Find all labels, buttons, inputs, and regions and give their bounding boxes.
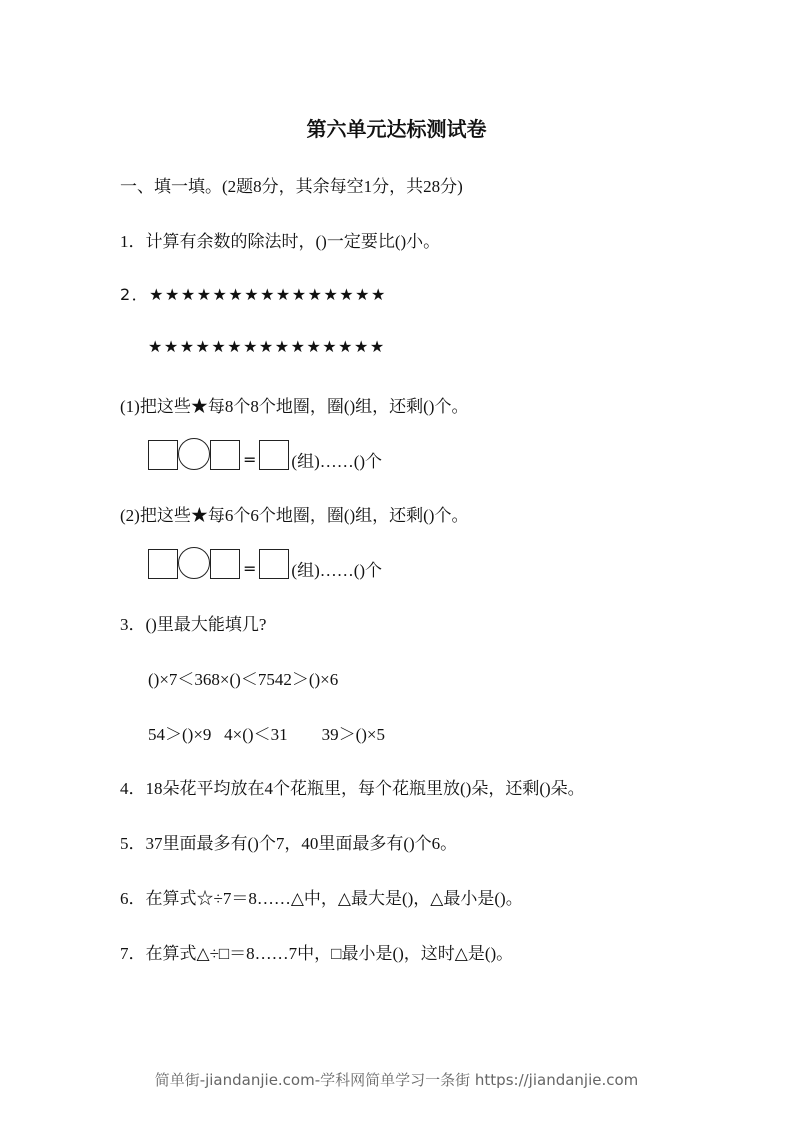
question-2-part-1-equation	[148, 436, 382, 470]
answer-box[interactable]	[148, 440, 178, 470]
answer-box[interactable]	[259, 549, 289, 579]
question-6: 6．在算式☆÷7＝8……△中，△最大是()，△最小是()。	[120, 889, 523, 908]
question-3-prompt: 3．()里最大能填几?	[120, 615, 267, 634]
question-2-part-2: (2)把这些★每6个6个地圈，圈()组，还剩()个。	[120, 506, 469, 525]
question-2-part-1: (1)把这些★每8个8个地圈，圈()组，还剩()个。	[120, 397, 469, 416]
section-heading: 一、填一填。(2题8分，其余每空1分，共28分)	[120, 177, 463, 196]
question-1: 1．计算有余数的除法时，()一定要比()小。	[120, 232, 441, 251]
question-2-stars-row-1: 2．★★★★★★★★★★★★★★★	[120, 285, 387, 304]
equation-tail: (组)……()个	[291, 452, 383, 471]
footer-watermark: 简单街-jiandanjie.com-学科网简单学习一条街 https://jiandanjie.com	[154, 1071, 639, 1089]
operator-circle[interactable]	[178, 438, 210, 470]
page-title: 第六单元达标测试卷	[306, 117, 487, 141]
answer-box[interactable]	[210, 549, 240, 579]
answer-box[interactable]	[210, 440, 240, 470]
question-2-part-2-equation	[148, 545, 382, 579]
question-2-stars-row-2: ★★★★★★★★★★★★★★★	[148, 337, 386, 356]
question-3-row-2: 54＞()×9 4×()＜31 39＞()×5	[148, 725, 385, 744]
operator-circle[interactable]	[178, 547, 210, 579]
equation-tail: (组)……()个	[291, 561, 383, 580]
question-3-row-1: ()×7＜368×()＜7542＞()×6	[148, 670, 339, 689]
equals-sign: =	[243, 559, 257, 578]
question-7: 7．在算式△÷□＝8……7中，□最小是()，这时△是()。	[120, 944, 514, 963]
answer-box[interactable]	[259, 440, 289, 470]
question-4: 4．18朵花平均放在4个花瓶里，每个花瓶里放()朵，还剩()朵。	[120, 779, 585, 798]
question-5: 5．37里面最多有()个7，40里面最多有()个6。	[120, 834, 458, 853]
answer-box[interactable]	[148, 549, 178, 579]
equals-sign: =	[243, 450, 257, 469]
